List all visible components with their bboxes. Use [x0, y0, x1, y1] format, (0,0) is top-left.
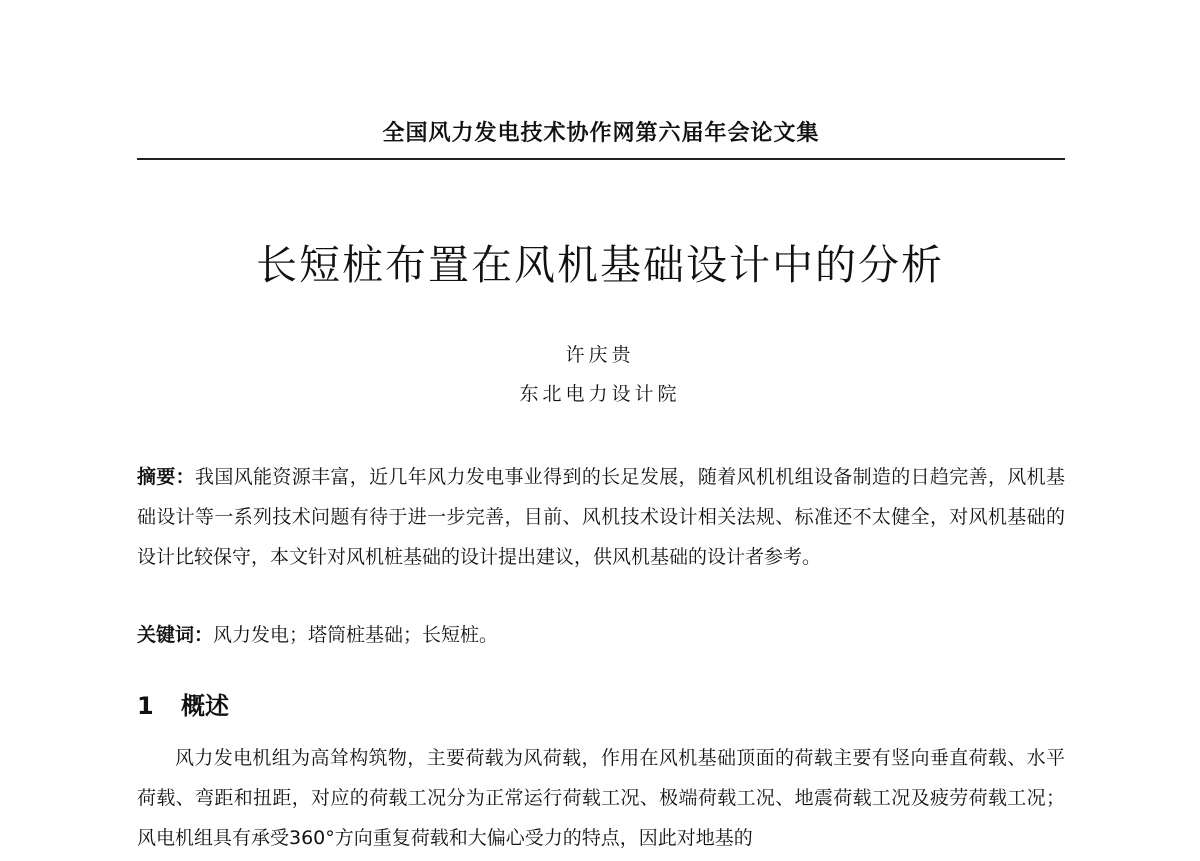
section-title: 概述: [181, 692, 229, 720]
keywords: [137, 617, 1065, 653]
section-heading: [137, 686, 229, 721]
abstract-label: 摘要：: [137, 466, 196, 488]
header-rule: [137, 158, 1065, 160]
keywords-text: 风力发电；塔筒桩基础；长短桩。: [213, 624, 499, 646]
paper-title: 长短桩布置在风机基础设计中的分析: [256, 241, 944, 289]
abstract-text: 我国风能资源丰富，近几年风力发电事业得到的长足发展，随着风机机组设备制造的日趋完善，风机基础设计等一系列技术问题有待于进一步完善，目前、风机技术设计相关法规、标准还不太健全，对风机基础的设计比较保守，本文针对风机桩基础的设计提出建议，供风机基础的设计者参考。: [137, 466, 1065, 568]
author-affiliation: 东北电力设计院: [519, 383, 681, 405]
author-name: 许庆贵: [565, 344, 635, 366]
abstract: [137, 457, 1065, 577]
body-paragraph: 风力发电机组为高耸构筑物，主要荷载为风荷载，作用在风机基础顶面的荷载主要有竖向垂直荷载、水平荷载、弯距和扭距，对应的荷载工况分为正常运行荷载工况、极端荷载工况、地震荷载工况及疲劳荷载工况；风电机组具有承受360°方向重复荷载和大偏心受力的特点，因此对地基的: [137, 747, 1065, 849]
running-header: 全国风力发电技术协作网第六届年会论文集: [382, 121, 820, 146]
keywords-label: 关键词：: [137, 624, 214, 646]
section-number: 1: [137, 692, 154, 720]
